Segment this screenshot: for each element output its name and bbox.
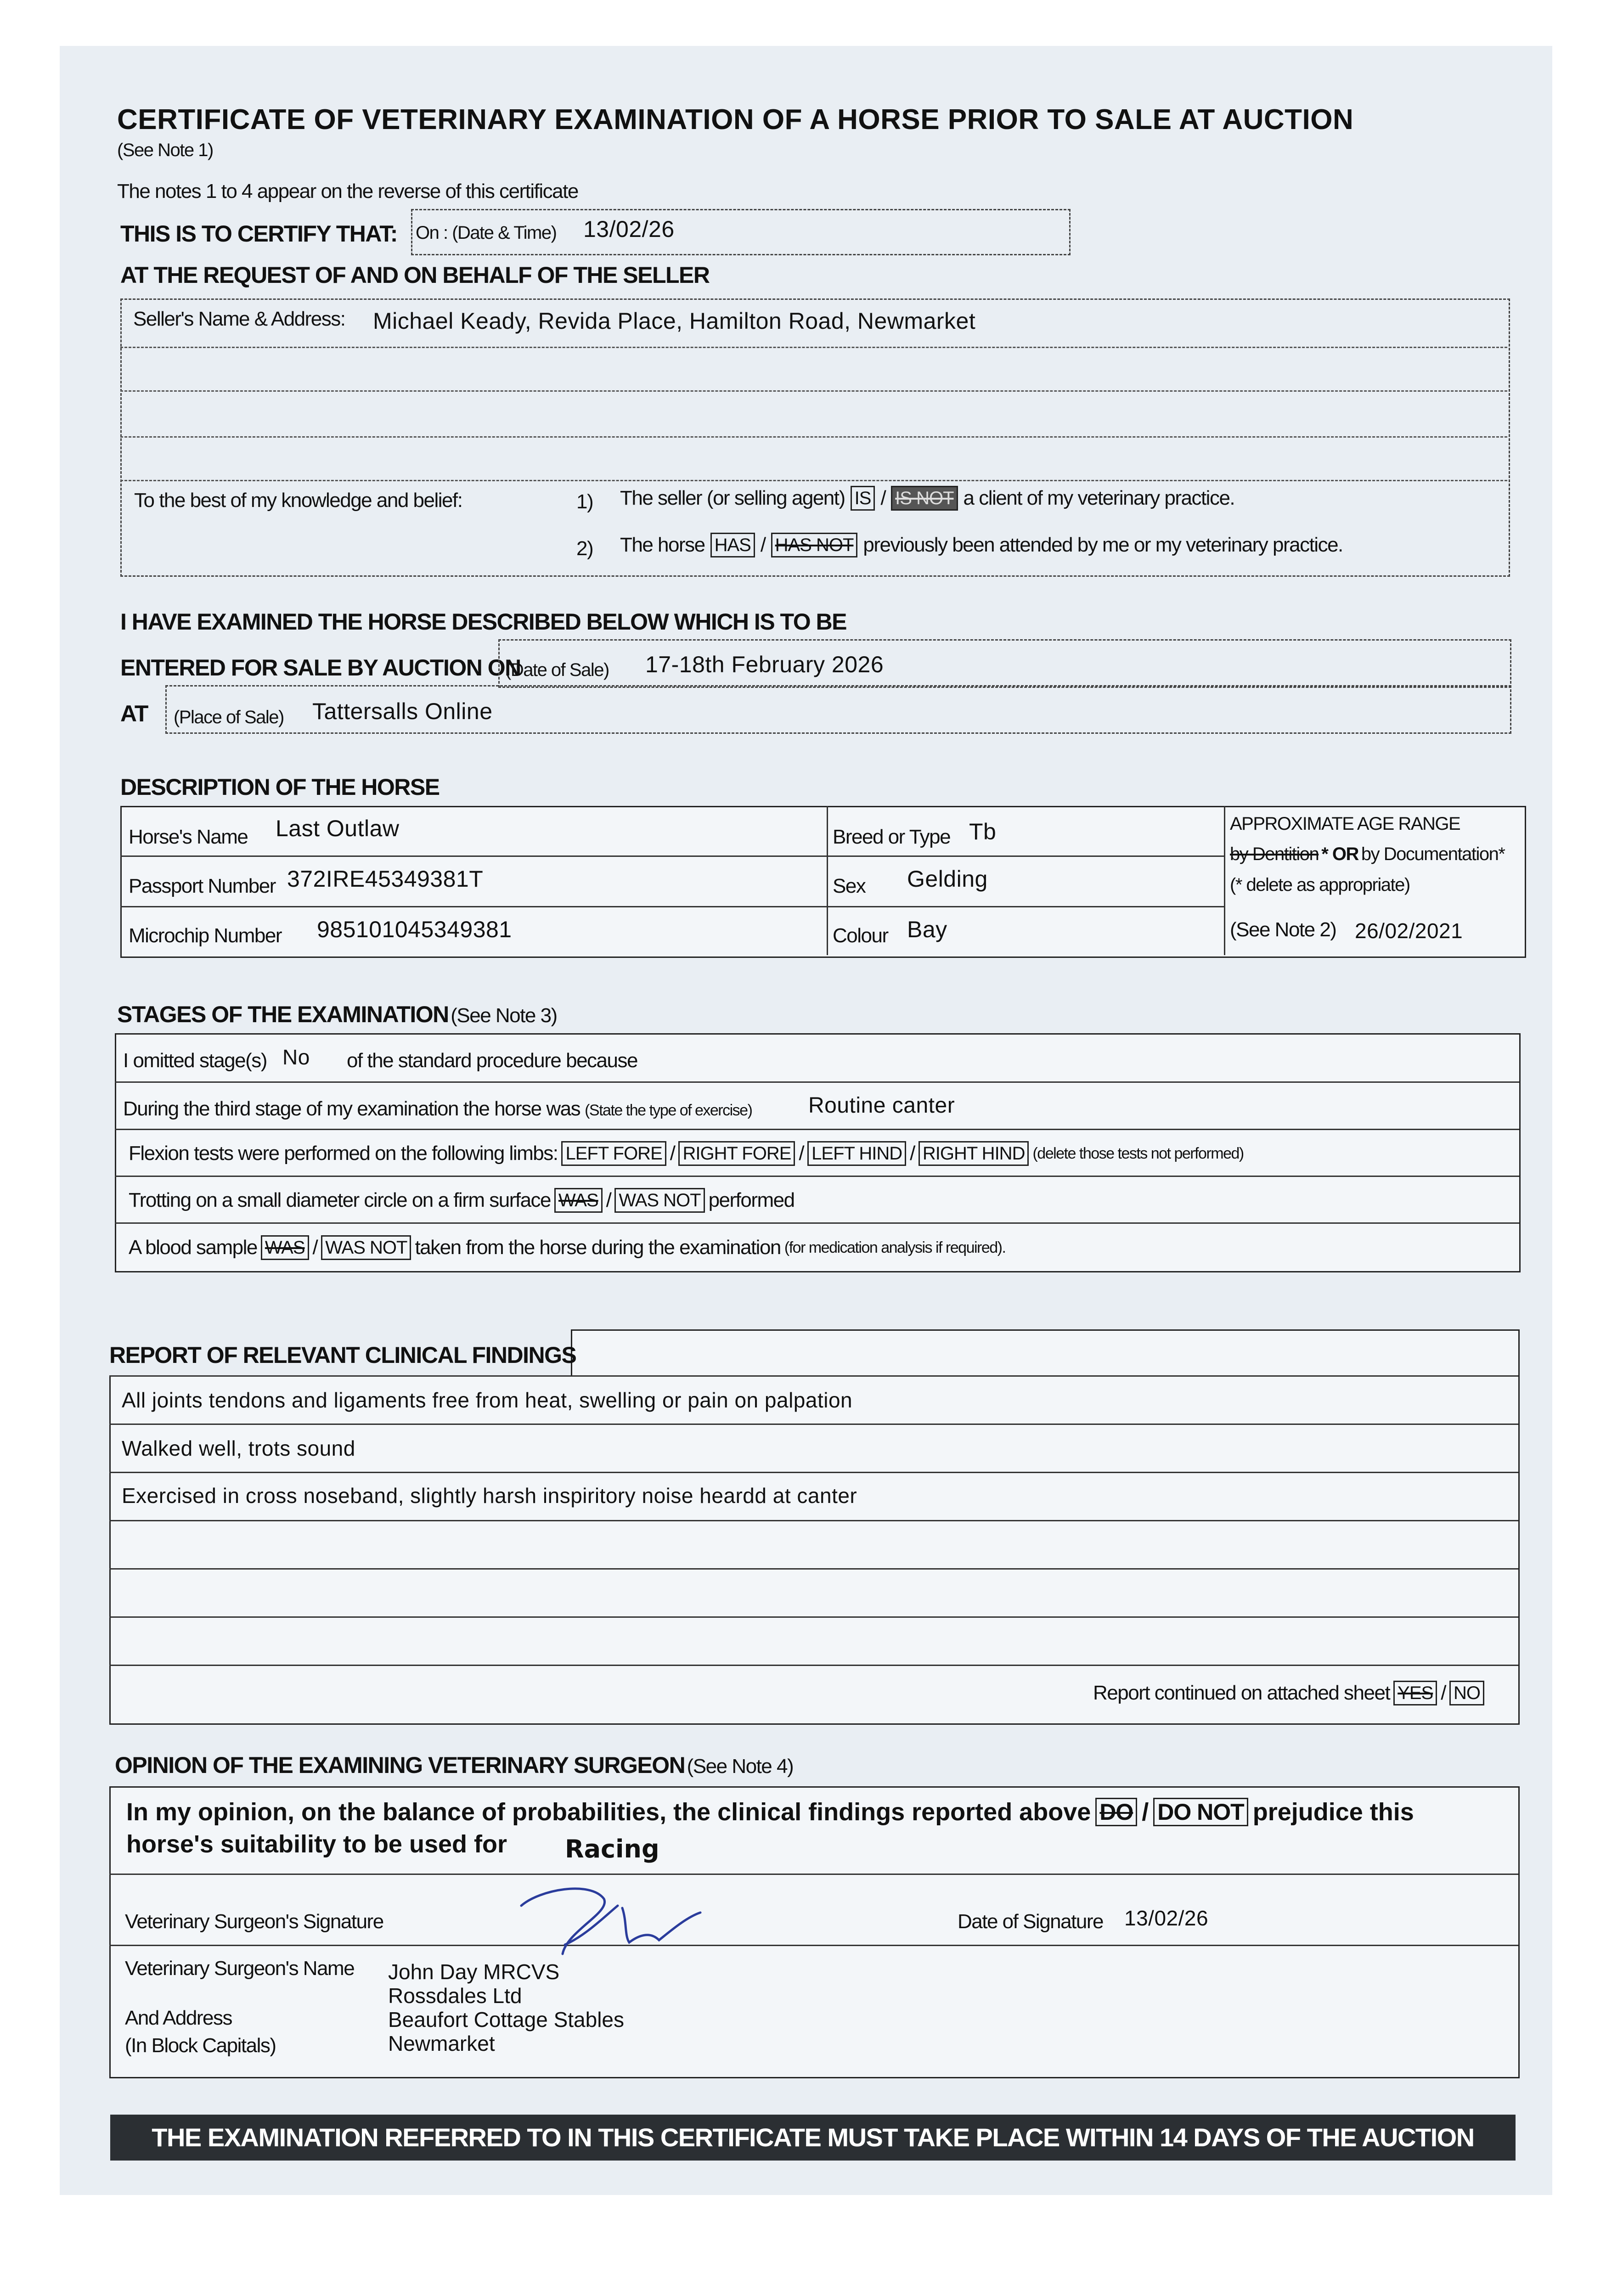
opinion-heading-wrap: [115, 1752, 793, 1778]
request-label: AT THE REQUEST OF AND ON BEHALF OF THE SELLER: [120, 262, 710, 288]
age-by-dentition[interactable]: by Dentition: [1230, 844, 1319, 864]
blood-small: (for medication analysis if required).: [784, 1238, 1006, 1256]
statement2-post: previously been attended by me or my veterinary practice.: [863, 534, 1343, 556]
flexion-left-fore[interactable]: LEFT FORE: [561, 1141, 666, 1166]
stage-row2-small: (State the type of exercise): [585, 1102, 752, 1119]
stage-row1-post: of the standard procedure because: [347, 1049, 637, 1072]
trotting-was[interactable]: WAS: [554, 1188, 603, 1213]
statement1-pre: The seller (or selling agent): [620, 487, 845, 509]
examined-label: I HAVE EXAMINED THE HORSE DESCRIBED BELOW WHICH IS TO BE: [120, 609, 846, 635]
notes-line: The notes 1 to 4 appear on the reverse of this certificate: [117, 180, 578, 203]
date-of-sale-value: 17-18th February 2026: [645, 652, 884, 677]
seller-value[interactable]: Michael Keady, Revida Place, Hamilton Road, Newmarket: [373, 308, 976, 334]
statement2: [620, 533, 1343, 557]
sex-value[interactable]: Gelding: [907, 866, 988, 892]
age-by-documentation[interactable]: by Documentation*: [1361, 844, 1505, 864]
stages-line-2: [115, 1129, 1519, 1130]
statement1-num: 1): [576, 490, 593, 513]
address-line: Beaufort Cottage Stables: [388, 2008, 624, 2032]
statement1-option-is-not[interactable]: IS NOT: [891, 486, 958, 511]
flexion-left-hind[interactable]: LEFT HIND: [807, 1141, 906, 1166]
opinion-do[interactable]: DO: [1095, 1798, 1137, 1826]
at-label: AT: [120, 701, 148, 726]
flexion-delete-note: (delete those tests not performed): [1032, 1144, 1244, 1162]
flexion-right-hind[interactable]: RIGHT HIND: [919, 1141, 1029, 1166]
horse-name-value[interactable]: Last Outlaw: [276, 816, 400, 841]
stages-heading-note: (See Note 3): [451, 1004, 557, 1027]
stage-row2: [123, 1097, 752, 1120]
seller-line-2: [120, 390, 1507, 392]
description-heading: DESCRIPTION OF THE HORSE: [120, 774, 440, 800]
age-or: * OR: [1321, 844, 1358, 864]
address-line: Rossdales Ltd: [388, 1984, 522, 2008]
opinion-line2: horse's suitability to be used for: [126, 1830, 507, 1858]
trotting-was-not[interactable]: WAS NOT: [614, 1188, 704, 1213]
finding-1[interactable]: All joints tendons and ligaments free from heat, swelling or pain on palpation: [122, 1388, 853, 1412]
title-note: (See Note 1): [117, 140, 213, 160]
opinion-heading-note: (See Note 4): [687, 1755, 794, 1778]
stages-line-1: [115, 1081, 1519, 1083]
place-of-sale-value: Tattersalls Online: [312, 698, 493, 724]
trotting-label: Trotting on a small diameter circle on a firm surface: [129, 1189, 551, 1211]
age-see-note: (See Note 2): [1230, 918, 1336, 941]
report-line-4: [109, 1520, 1518, 1521]
microchip-value[interactable]: 985101045349381: [317, 917, 512, 942]
statement2-pre: The horse: [620, 534, 705, 556]
entered-label: ENTERED FOR SALE BY AUCTION ON: [120, 655, 521, 681]
stage-row2-value[interactable]: Routine canter: [808, 1093, 955, 1118]
statement2-num: 2): [576, 537, 593, 560]
microchip-label: Microchip Number: [129, 924, 282, 947]
description-divider-1: [827, 806, 828, 955]
colour-label: Colour: [833, 924, 888, 947]
horse-name-label: Horse's Name: [129, 826, 248, 848]
stage-row3: Flexion tests were performed on the following limbs: LEFT FORE / RIGHT FORE / LEFT HIND / RIGHT HIND (delete those tests not performed): [129, 1141, 1244, 1166]
report-continued-no[interactable]: NO: [1449, 1681, 1484, 1705]
statement1-post: a client of my veterinary practice.: [963, 487, 1235, 509]
trotting-post: performed: [708, 1189, 795, 1211]
description-row-line-1: [120, 855, 1225, 857]
colour-value[interactable]: Bay: [907, 917, 947, 942]
address-line: Newmarket: [388, 2032, 495, 2055]
seller-label: Seller's Name & Address:: [133, 308, 345, 330]
opinion-line1: In my opinion, on the balance of probabilities, the clinical findings reported above DO / DO NOT prejudice this: [126, 1798, 1414, 1826]
passport-label: Passport Number: [129, 875, 276, 897]
report-continued-label: Report continued on attached sheet: [1093, 1682, 1390, 1704]
statement2-sep: /: [760, 534, 766, 556]
date-of-signature-label: Date of Signature: [958, 1910, 1103, 1933]
report-continued-yes[interactable]: YES: [1393, 1681, 1437, 1705]
block-capitals-label: (In Block Capitals): [125, 2034, 276, 2057]
report-line-5: [109, 1568, 1518, 1570]
stages-line-3: [115, 1176, 1519, 1177]
footer-banner: THE EXAMINATION REFERRED TO IN THIS CERTIFICATE MUST TAKE PLACE WITHIN 14 DAYS OF THE AUCTION: [110, 2115, 1516, 2161]
blood-was-not[interactable]: WAS NOT: [321, 1235, 411, 1260]
opinion-heading: OPINION OF THE EXAMINING VETERINARY SURGEON: [115, 1752, 685, 1778]
certificate-title: CERTIFICATE OF VETERINARY EXAMINATION OF A HORSE PRIOR TO SALE AT AUCTION: [117, 104, 1354, 135]
stages-line-4: [115, 1222, 1519, 1224]
seller-line-1: [120, 347, 1507, 348]
report-line-7: [109, 1665, 1518, 1666]
address-line: John Day MRCVS: [388, 1960, 560, 1984]
and-address-label: And Address: [125, 2007, 232, 2029]
finding-2[interactable]: Walked well, trots sound: [122, 1436, 355, 1460]
statement1-sep: /: [880, 487, 886, 509]
age-method: [1230, 844, 1505, 865]
stage-row1-pre: I omitted stage(s): [123, 1049, 267, 1072]
sex-label: Sex: [833, 875, 866, 897]
flexion-label: Flexion tests were performed on the following limbs:: [129, 1142, 558, 1165]
opinion-do-not[interactable]: DO NOT: [1153, 1798, 1248, 1826]
age-heading: APPROXIMATE AGE RANGE: [1230, 814, 1460, 834]
knowledge-label: To the best of my knowledge and belief:: [134, 489, 462, 512]
opinion-line1-pre: In my opinion, on the balance of probabilities, the clinical findings reported above: [126, 1798, 1091, 1826]
statement2-option-has-not[interactable]: HAS NOT: [771, 533, 858, 557]
statement1-option-is[interactable]: IS: [851, 486, 875, 511]
surgeon-address[interactable]: [388, 1960, 624, 2055]
statement1: [620, 486, 1234, 511]
breed-value[interactable]: Tb: [969, 819, 997, 844]
description-divider-2: [1224, 806, 1225, 955]
signature-label: Veterinary Surgeon's Signature: [125, 1910, 383, 1933]
report-line-2: [109, 1424, 1518, 1425]
opinion-line1-post: prejudice this: [1252, 1798, 1414, 1826]
seller-line-4: [120, 480, 1507, 481]
place-of-sale-label: (Place of Sale): [174, 707, 284, 727]
seller-line-3: [120, 436, 1507, 438]
passport-value[interactable]: 372IRE45349381T: [287, 866, 484, 892]
opinion-line-1: [109, 1874, 1518, 1875]
signature-image[interactable]: [512, 1880, 728, 1958]
report-line-1: [109, 1375, 1518, 1377]
age-value[interactable]: 26/02/2021: [1355, 919, 1463, 943]
report-continued: Report continued on attached sheet YES / NO: [1093, 1681, 1484, 1705]
on-value: 13/02/26: [583, 216, 675, 242]
on-label: On : (Date & Time): [416, 223, 557, 243]
stages-heading-wrap: [117, 1001, 557, 1028]
statement2-option-has[interactable]: HAS: [710, 533, 755, 557]
certify-label: THIS IS TO CERTIFY THAT:: [120, 221, 397, 247]
stage-row1-value[interactable]: No: [282, 1045, 310, 1069]
stages-heading: STAGES OF THE EXAMINATION: [117, 1002, 449, 1027]
opinion-use-value[interactable]: Racing: [565, 1835, 659, 1863]
stage-row5: A blood sample WAS / WAS NOT taken from the horse during the examination (for medication analysis if required).: [129, 1235, 1005, 1260]
report-line-6: [109, 1616, 1518, 1618]
opinion-line-2: [109, 1945, 1518, 1946]
flexion-right-fore[interactable]: RIGHT FORE: [678, 1141, 795, 1166]
date-of-signature-value[interactable]: 13/02/26: [1124, 1906, 1209, 1930]
blood-was[interactable]: WAS: [261, 1235, 309, 1260]
age-delete-note: (* delete as appropriate): [1230, 875, 1410, 895]
blood-post: taken from the horse during the examination: [415, 1236, 781, 1259]
description-row-line-2: [120, 906, 1225, 907]
surgeon-name-label: Veterinary Surgeon's Name: [125, 1957, 355, 1980]
date-of-sale-label: (Date of Sale): [505, 660, 609, 680]
breed-label: Breed or Type: [833, 826, 951, 848]
blood-label: A blood sample: [129, 1236, 257, 1259]
stage-row2-pre: During the third stage of my examination the horse was: [123, 1097, 580, 1120]
report-line-3: [109, 1472, 1518, 1473]
report-heading: REPORT OF RELEVANT CLINICAL FINDINGS: [109, 1342, 576, 1368]
stage-row4: Trotting on a small diameter circle on a firm surface WAS / WAS NOT performed: [129, 1188, 795, 1213]
finding-3[interactable]: Exercised in cross noseband, slightly harsh inspiritory noise heardd at canter: [122, 1484, 857, 1508]
